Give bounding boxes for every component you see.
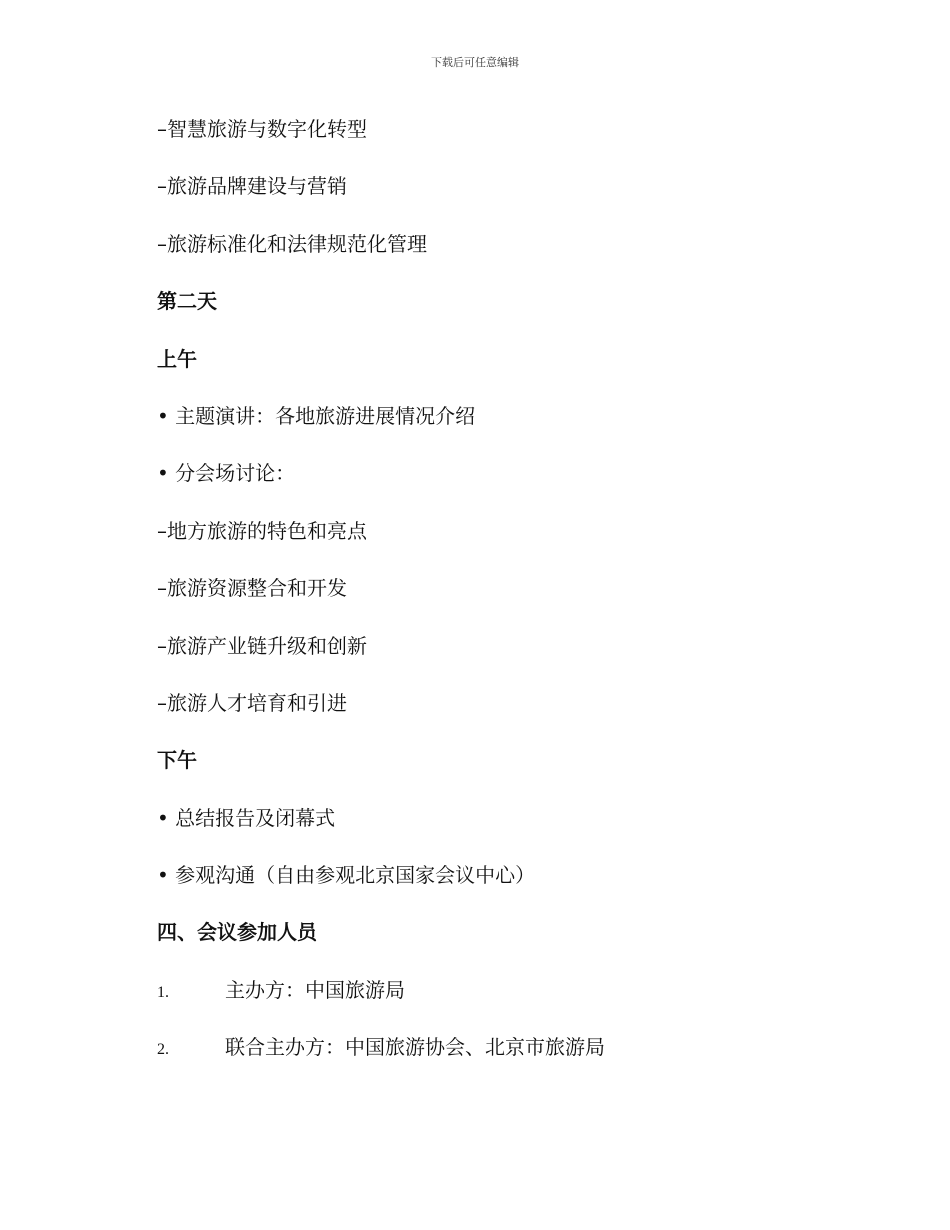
list-item: –旅游人才培育和引进 — [157, 690, 347, 715]
list-item: –旅游品牌建设与营销 — [157, 174, 347, 199]
section-heading-afternoon: 下午 — [157, 748, 197, 773]
numbered-item — [157, 973, 857, 1030]
section-heading-participants: 四、会议参加人员 — [157, 920, 317, 945]
section-heading-day-two: 第二天 — [157, 289, 217, 314]
list-item: –地方旅游的特色和亮点 — [157, 518, 367, 543]
numbered-item — [157, 1030, 857, 1087]
bullet-item: • 参观沟通（自由参观北京国家会议中心） — [157, 863, 536, 888]
bullet-item: • 总结报告及闭幕式 — [157, 805, 336, 830]
page-header-note: 下载后可任意编辑 — [431, 56, 519, 69]
document-body — [157, 112, 857, 1088]
list-item: –智慧旅游与数字化转型 — [157, 117, 367, 141]
list-item: –旅游标准化和法律规范化管理 — [157, 231, 427, 256]
list-item: –旅游产业链升级和创新 — [157, 633, 367, 658]
list-item: –旅游资源整合和开发 — [157, 576, 347, 601]
section-heading-morning: 上午 — [157, 346, 197, 371]
item-number: 1. — [157, 983, 169, 1001]
item-text: 联合主办方：中国旅游协会、北京市旅游局 — [225, 1035, 605, 1060]
item-number: 2. — [157, 1041, 169, 1059]
item-text: 主办方：中国旅游局 — [225, 977, 405, 1002]
bullet-item: • 主题演讲：各地旅游进展情况介绍 — [157, 403, 476, 428]
bullet-item: • 分会场讨论： — [157, 461, 296, 486]
